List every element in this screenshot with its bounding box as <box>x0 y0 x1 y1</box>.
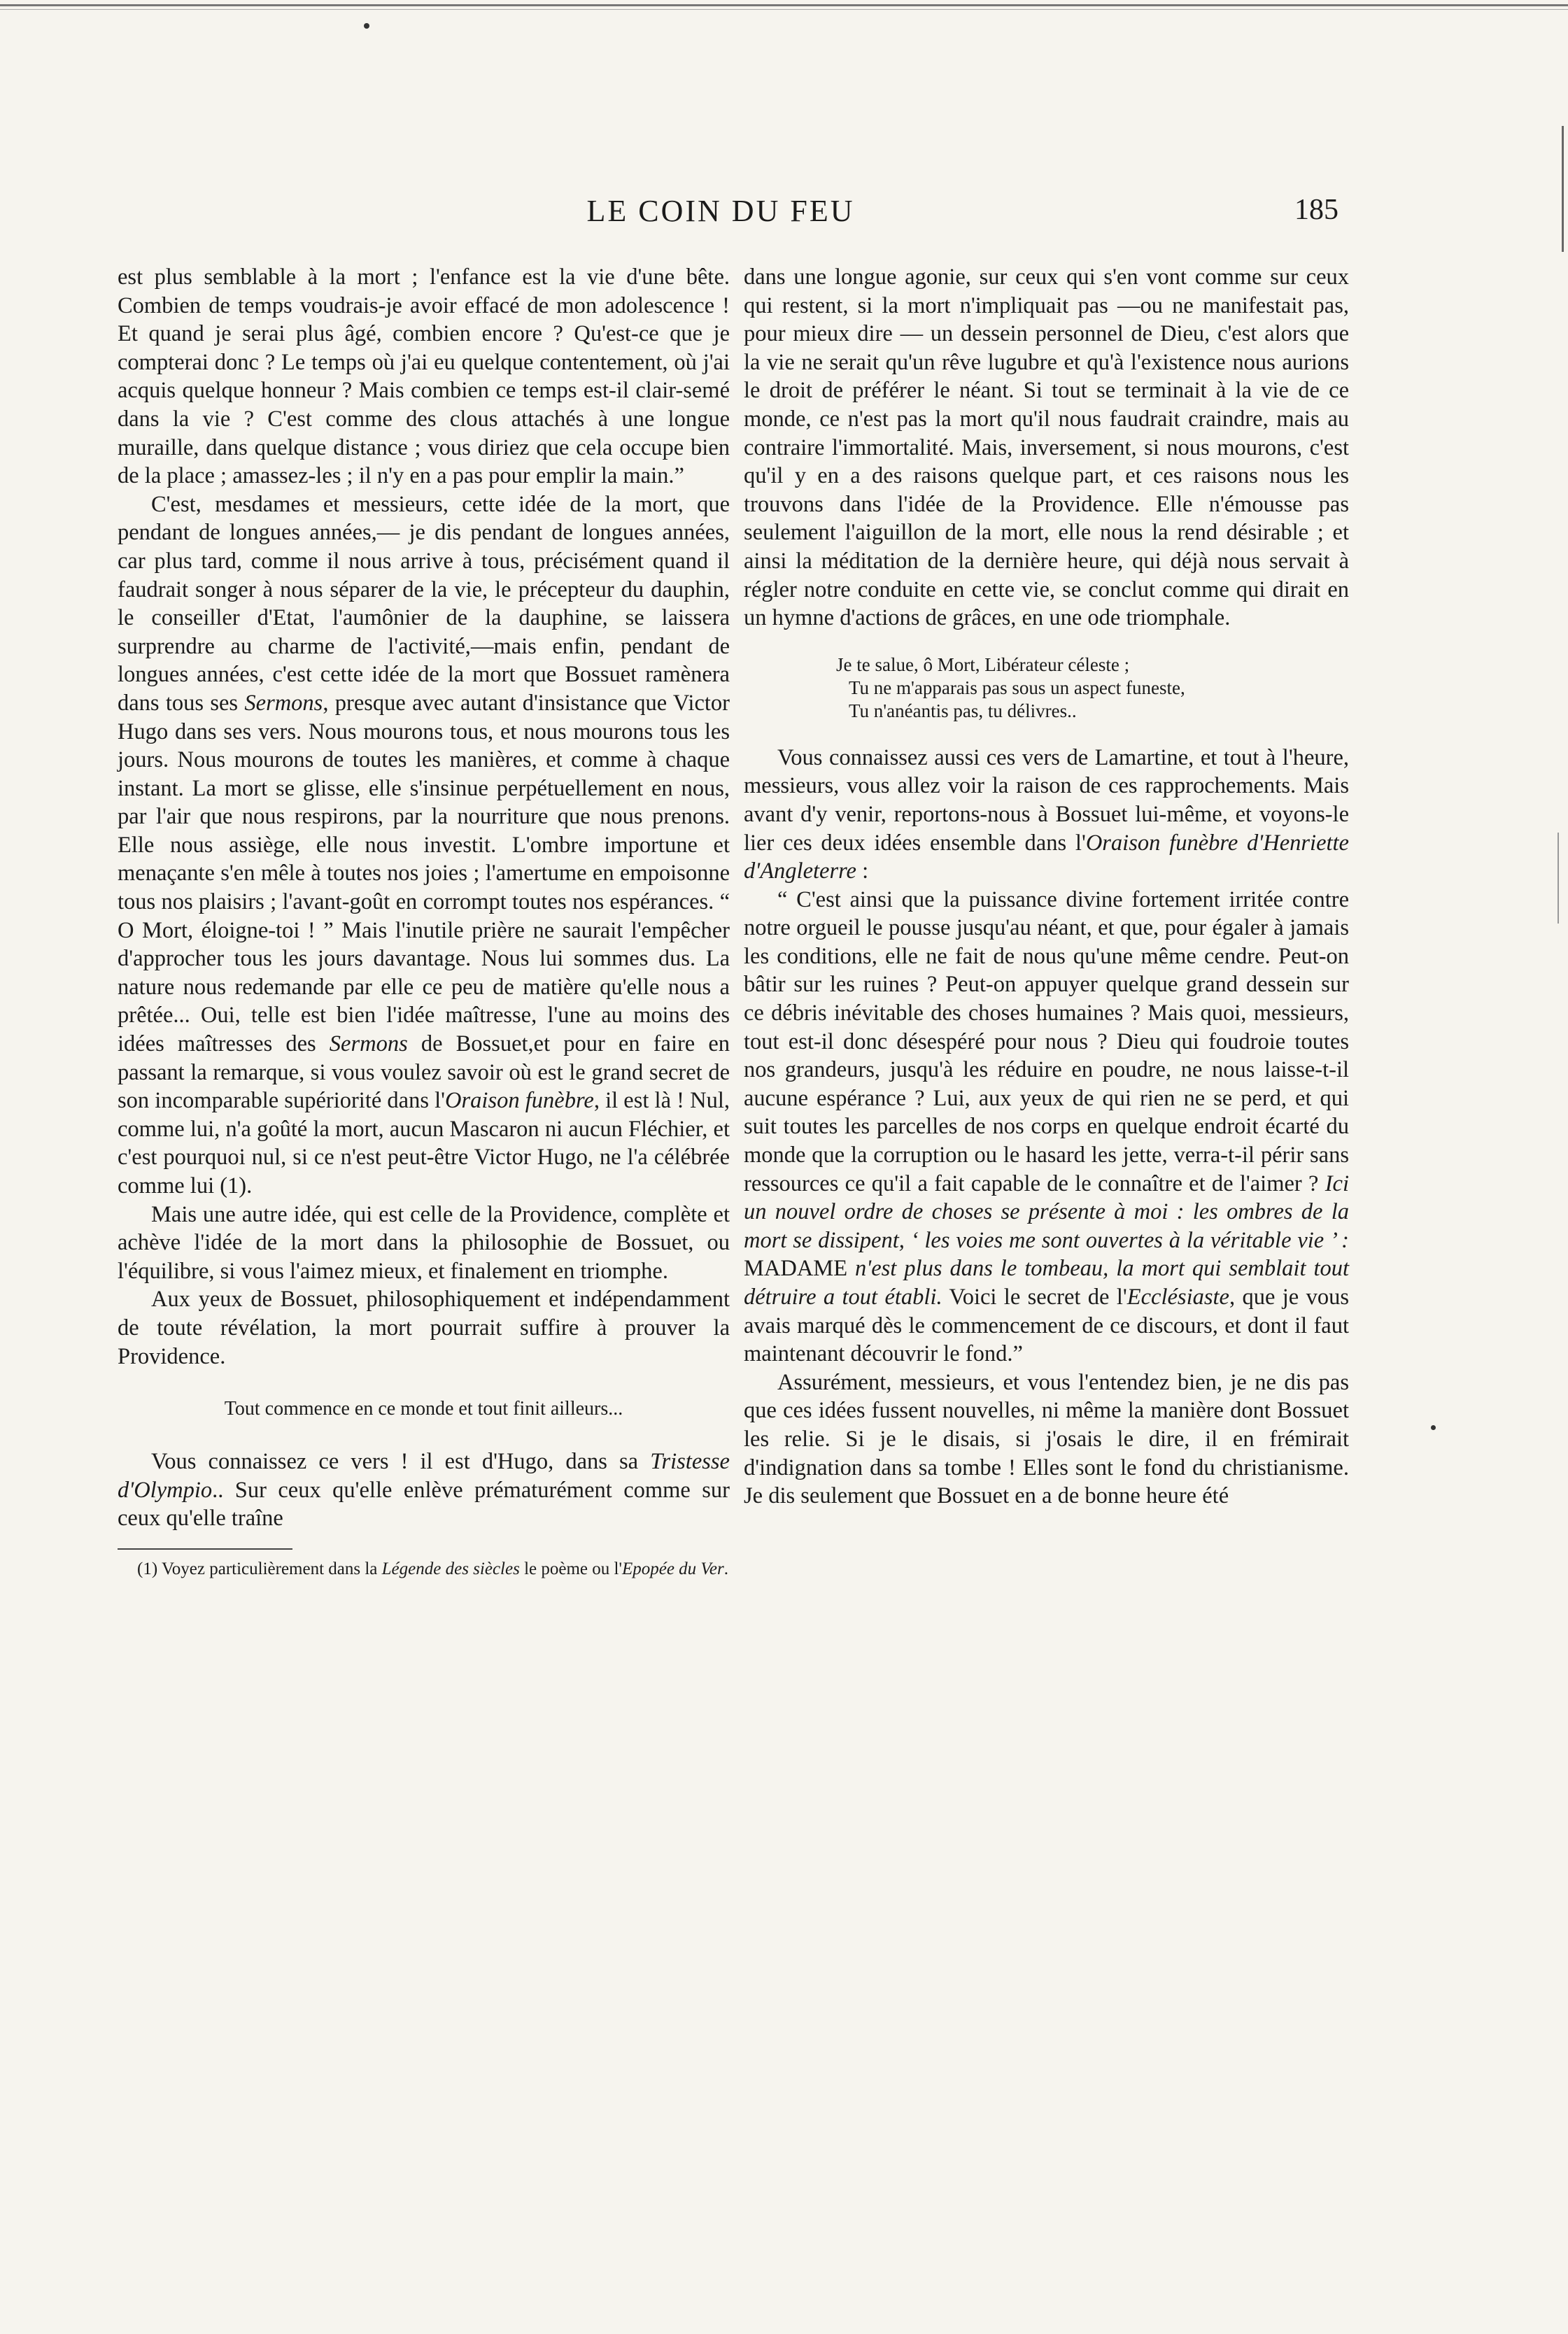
text-run: “ C'est ainsi que la puissance divine fortement irritée contre notre orgueil le pousse jusqu'au néant, et que, pour égaler à jamais les conditions, elle ne fait de nous qu'une même cendre. Peut-on bâtir sur les ruines ? Peut-on appuyer quelque grand dessein sur ce débris inévitable des choses humaines ? Mais quoi, messieurs, tout est-il donc désespéré pour nous ? Dieu qui foudroie toutes nos grandeurs, jusqu'à les réduire en poudre, ne nous laisse-t-il aucune espérance ? Lui, aux yeux de qui rien ne se perd, et qui suit toutes les parcelles de nos corps en quelque endroit écarté du monde que la corruption ou le hasard les jette, verra-t-il périr sans ressources ce qu'il a fait capable de le connaître et de l'aimer ? <box>744 886 1349 1196</box>
text-run: : <box>856 858 869 884</box>
italic-quote: n'est plus dans le tombeau, la mort qui semblait tout détruire a tout établi. <box>744 1256 1349 1310</box>
verse-quote: Tout commence en ce monde et tout finit ailleurs... <box>224 1398 623 1420</box>
page-header <box>0 193 1568 235</box>
italic-quote: Ici un nouvel ordre de choses se présente à moi : les ombres de la mort se dissipent, ‘ les voies me sont ouvertes à la véritable vie ’ : <box>744 1170 1349 1253</box>
page-edge-mark <box>1558 833 1559 924</box>
paragraph: Mais une autre idée, qui est celle de la Providence, complète et achève l'idée de la mort dans la philosophie de Bossuet, ou l'équilibre, si vous l'aimez mieux, et finalement en triomphe. <box>118 1201 730 1284</box>
paragraph: Assurément, messieurs, et vous l'entendez bien, je ne dis pas que ces idées fussent nouvelles, ni même la manière dont Bossuet les relie. Si je le disais, si j'osais le dire, il en frémirait d'indignation dans sa tombe ! Elles sont le fond du christianisme. Je dis seulement que Bossuet en a de bonne heure été <box>744 1369 1349 1509</box>
verse-block <box>744 653 1349 723</box>
footnote <box>118 1558 730 1580</box>
scan-edge-line <box>0 9 1568 10</box>
italic-title: Oraison funèbre d'Henriette d'Angleterre <box>744 830 1349 884</box>
text-run: de Bossuet,et pour en faire en passant la remarque, si vous voulez savoir où est le grand secret de son incomparable supériorité dans l' <box>118 1031 730 1114</box>
right-column <box>744 263 1349 1511</box>
italic-title: Tristesse d'Olympio <box>118 1449 730 1503</box>
paragraph <box>118 1448 730 1533</box>
italic-title: Oraison funèbre <box>445 1088 594 1114</box>
text-run: , presque avec autant d'insistance que Victor Hugo dans ses vers. Nous mourons tous, et nous mourons tous les jours. Nous mourons de toutes les manières, et comme à chaque instant. La mort se glisse, elle s'insinue perpétuellement en nous, par l'air que nous respirons, par la nourriture que nous prenons. Elle nous assiège, elle nous investit. L'ombre importune et menaçante s'en mêle à toutes nos joies ; l'amertume en empoisonne tous nos plaisirs ; l'avant-goût en corrompt toutes nos espérances. “ O Mort, éloigne-toi ! ” Mais l'inutile prière ne saurait l'empêcher d'approcher tous les jours davantage. Nous lui sommes dus. La nature nous redemande par elle ce peu de matière qu'elle nous a prêtée... Oui, telle est bien l'idée maîtresse, l'une au moins des idées maîtresses des <box>118 690 730 1057</box>
text-run: . <box>723 1559 728 1578</box>
italic-title: Ecclésiaste <box>1126 1285 1229 1310</box>
verse-line: Tu ne m'apparais pas sous un aspect funeste, <box>849 677 1185 698</box>
text-run: Voici le secret de l' <box>942 1285 1127 1310</box>
verse-line: Tu n'anéantis pas, tu délivres.. <box>849 700 1077 721</box>
italic-title: Sermons <box>329 1031 408 1057</box>
text-run: , que je vous avais marqué dès le commencement de ce discours, et dont il faut maintenant découvrir le fond.” <box>744 1285 1350 1367</box>
running-title: LE COIN DU FEU <box>586 194 855 228</box>
italic-title: Epopée du Ver <box>621 1559 724 1578</box>
paragraph: dans une longue agonie, sur ceux qui s'en vont comme sur ceux qui restent, si la mort n'impliquait pas —ou ne manifestait pas, pour mieux dire — un dessein personnel de Dieu, c'est alors que la vie ne serait qu'un rêve lugubre et qu'à l'existence nous aurions le droit de préférer le néant. Si tout se terminait à la vie de ce monde, ce n'est pas la mort qu'il nous faudrait craindre, mais au contraire l'immortalité. Mais, inversement, si nous mourons, c'est qu'il y en a des raisons quelque part, et ces raisons nous les trouvons dans l'idée de la Providence. Elle n'émousse pas seulement l'aiguillon de la mort, elle nous la rend désirable ; et ainsi la méditation de la dernière heure, qui déjà nous servait à régler notre conduite en cette vie, se conclut comme qui dirait en un hymne d'actions de grâces, en une ode triomphale. <box>744 264 1349 631</box>
text-run: le poème ou l' <box>519 1559 622 1578</box>
paragraph <box>118 490 730 1201</box>
ink-speck <box>1431 1425 1436 1430</box>
paragraph <box>744 886 1349 1368</box>
text-run: (1) Voyez particulièrement dans la <box>137 1559 382 1578</box>
text-run: , il est là ! Nul, comme lui, n'a goûté la mort, aucun Mascaron ni aucun Fléchier, et c'est pourquoi nul, si ce n'est peut-être Victor Hugo, ne l'a célébrée comme lui (1). <box>118 1088 730 1198</box>
paragraph <box>744 744 1349 886</box>
page-number: 185 <box>1294 194 1339 226</box>
text-run: Vous connaissez aussi ces vers de Lamartine, et tout à l'heure, messieurs, vous allez voir la raison de ces rapprochements. Mais avant d'y venir, reportons-nous à Bossuet lui-même, et voyons-le lier ces deux idées ensemble dans l' <box>744 744 1349 856</box>
left-column <box>118 263 730 1580</box>
italic-title: Légende des siècles <box>381 1559 520 1578</box>
paragraph: est plus semblable à la mort ; l'enfance est la vie d'une bête. Combien de temps voudrais-je avoir effacé de mon adolescence ! Et quand je serai plus âgé, combien encore ? Qu'est-ce que je compterai donc ? Le temps où j'ai eu quelque contentement, où j'ai acquis quelque honneur ? Mais combien ce temps est-il clair-semé dans la vie ? C'est comme des clous attachés à une longue muraille, dans quelque distance ; vous diriez que cela occupe bien de la place ; amassez-les ; il n'y en a pas pour emplir la main.” <box>118 264 730 489</box>
ink-speck <box>364 23 369 29</box>
text-run: Vous connaissez ce vers ! il est d'Hugo, dans sa <box>151 1449 651 1475</box>
text-run: .. Sur ceux qu'elle enlève prématurément comme sur ceux qu'elle traîne <box>118 1477 730 1532</box>
footnote-text <box>118 1558 730 1580</box>
italic-title: Sermons <box>244 690 323 716</box>
verse-line: Je te salue, ô Mort, Libérateur céleste ; <box>836 653 1130 675</box>
footnote-rule <box>118 1548 292 1550</box>
scan-edge-line <box>0 4 1568 6</box>
text-run: MADAME <box>744 1256 848 1282</box>
paragraph: Aux yeux de Bossuet, philosophiquement et indépendamment de toute révélation, la mort pourrait suffire à prouver la Providence. <box>118 1287 730 1369</box>
text-run: C'est, mesdames et messieurs, cette idée de la mort, que pendant de longues années,— je dis pendant de longues années, car plus tard, comme il nous arrive à tous, précisément quand il faudrait songer à nous séparer de la vie, le précepteur du dauphin, le conseiller d'Etat, l'aumônier de la dauphine, se laissera surprendre au charme de l'activité,—mais enfin, pendant de longues années, c'est cette idée de la mort que Bossuet ramènera dans tous ses <box>118 491 730 716</box>
